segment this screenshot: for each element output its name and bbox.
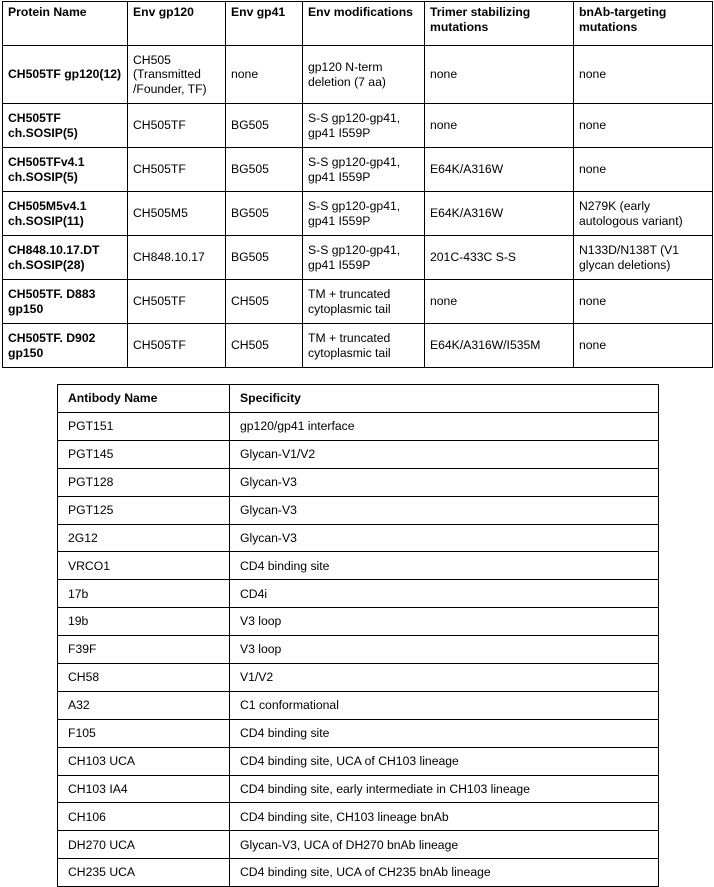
antibody-name-cell: VRCO1: [58, 552, 230, 580]
gp41-cell: CH505: [226, 324, 303, 368]
antibody-name-cell: CH106: [58, 803, 230, 831]
table-row: [58, 831, 659, 859]
antibody-name-cell: CH235 UCA: [58, 859, 230, 887]
specificity-cell: V3 loop: [230, 608, 659, 636]
table-row: [58, 608, 659, 636]
modifications-cell: TM + truncated cytoplasmic tail: [303, 324, 425, 368]
specificity-cell: CD4 binding site: [230, 719, 659, 747]
gp41-cell: none: [226, 46, 303, 104]
specificity-cell: Glycan-V3: [230, 496, 659, 524]
table-row: [3, 104, 713, 148]
modifications-cell: S-S gp120-gp41, gp41 I559P: [303, 236, 425, 280]
table-row: [58, 664, 659, 692]
antibody-name-cell: PGT125: [58, 496, 230, 524]
protein-name-cell: CH505TF. D883 gp150: [3, 280, 128, 324]
antibody-name-cell: CH103 IA4: [58, 775, 230, 803]
gp120-cell: CH505TF: [128, 104, 226, 148]
gp41-cell: BG505: [226, 236, 303, 280]
specificity-cell: Glycan-V3: [230, 524, 659, 552]
antibody-name-cell: 2G12: [58, 524, 230, 552]
protein-name-cell: CH505TF gp120(12): [3, 46, 128, 104]
gp41-cell: CH505: [226, 280, 303, 324]
protein-table: [2, 1, 713, 368]
header-env-gp41: Env gp41: [226, 2, 303, 46]
modifications-cell: gp120 N-term deletion (7 aa): [303, 46, 425, 104]
bnab-cell: none: [574, 46, 713, 104]
antibody-name-cell: 19b: [58, 608, 230, 636]
table-row: [58, 691, 659, 719]
bnab-cell: none: [574, 148, 713, 192]
modifications-cell: S-S gp120-gp41, gp41 I559P: [303, 104, 425, 148]
table-row: [58, 775, 659, 803]
bnab-cell: none: [574, 104, 713, 148]
protein-name-cell: CH505TFv4.1 ch.SOSIP(5): [3, 148, 128, 192]
specificity-cell: CD4 binding site: [230, 552, 659, 580]
trimer-cell: E64K/A316W/I535M: [425, 324, 574, 368]
antibody-name-cell: F39F: [58, 636, 230, 664]
header-bnab-targeting: bnAb-targeting mutations: [574, 2, 713, 46]
header-env-gp120: Env gp120: [128, 2, 226, 46]
gp120-cell: CH505TF: [128, 324, 226, 368]
trimer-cell: E64K/A316W: [425, 148, 574, 192]
specificity-cell: CD4 binding site, UCA of CH103 lineage: [230, 747, 659, 775]
table-row: [58, 413, 659, 441]
table-row: [58, 747, 659, 775]
antibody-name-cell: DH270 UCA: [58, 831, 230, 859]
gp41-cell: BG505: [226, 104, 303, 148]
header-trimer-stabilizing: Trimer stabilizing mutations: [425, 2, 574, 46]
gp120-cell: CH505TF: [128, 148, 226, 192]
modifications-cell: S-S gp120-gp41, gp41 I559P: [303, 148, 425, 192]
antibody-table: [57, 384, 659, 887]
table-row: [58, 636, 659, 664]
gp120-cell: CH505TF: [128, 280, 226, 324]
antibody-name-cell: PGT128: [58, 468, 230, 496]
specificity-cell: CD4i: [230, 580, 659, 608]
protein-name-cell: CH848.10.17.DT ch.SOSIP(28): [3, 236, 128, 280]
gp120-cell: CH505M5: [128, 192, 226, 236]
bnab-cell: none: [574, 324, 713, 368]
table-row: [58, 580, 659, 608]
antibody-name-cell: F105: [58, 719, 230, 747]
trimer-cell: none: [425, 104, 574, 148]
gp120-cell: CH848.10.17: [128, 236, 226, 280]
gp41-cell: BG505: [226, 148, 303, 192]
bnab-cell: N279K (early autologous variant): [574, 192, 713, 236]
specificity-cell: V1/V2: [230, 664, 659, 692]
table-row: [58, 496, 659, 524]
specificity-cell: C1 conformational: [230, 691, 659, 719]
gp120-cell: CH505 (Transmitted /Founder, TF): [128, 46, 226, 104]
table-row: [3, 46, 713, 104]
protein-table-header-row: [3, 2, 713, 46]
trimer-cell: none: [425, 46, 574, 104]
table-row: [58, 859, 659, 887]
modifications-cell: S-S gp120-gp41, gp41 I559P: [303, 192, 425, 236]
antibody-name-cell: CH103 UCA: [58, 747, 230, 775]
table-row: [58, 524, 659, 552]
header-specificity: Specificity: [230, 385, 659, 413]
trimer-cell: E64K/A316W: [425, 192, 574, 236]
gp41-cell: BG505: [226, 192, 303, 236]
antibody-name-cell: PGT145: [58, 440, 230, 468]
specificity-cell: Glycan-V3: [230, 468, 659, 496]
table-row: [3, 148, 713, 192]
header-antibody-name: Antibody Name: [58, 385, 230, 413]
table-row: [58, 468, 659, 496]
table-row: [3, 236, 713, 280]
specificity-cell: Glycan-V3, UCA of DH270 bnAb lineage: [230, 831, 659, 859]
protein-name-cell: CH505TF. D902 gp150: [3, 324, 128, 368]
header-protein-name: Protein Name: [3, 2, 128, 46]
trimer-cell: 201C-433C S-S: [425, 236, 574, 280]
table-row: [3, 280, 713, 324]
table-row: [3, 324, 713, 368]
specificity-cell: Glycan-V1/V2: [230, 440, 659, 468]
antibody-name-cell: PGT151: [58, 413, 230, 441]
modifications-cell: TM + truncated cytoplasmic tail: [303, 280, 425, 324]
specificity-cell: CD4 binding site, UCA of CH235 bnAb lineage: [230, 859, 659, 887]
table-row: [58, 719, 659, 747]
table-row: [58, 803, 659, 831]
table-row: [58, 552, 659, 580]
antibody-table-header-row: [58, 385, 659, 413]
specificity-cell: V3 loop: [230, 636, 659, 664]
table-row: [58, 440, 659, 468]
antibody-name-cell: A32: [58, 691, 230, 719]
specificity-cell: gp120/gp41 interface: [230, 413, 659, 441]
protein-name-cell: CH505TF ch.SOSIP(5): [3, 104, 128, 148]
trimer-cell: none: [425, 280, 574, 324]
specificity-cell: CD4 binding site, CH103 lineage bnAb: [230, 803, 659, 831]
bnab-cell: N133D/N138T (V1 glycan deletions): [574, 236, 713, 280]
bnab-cell: none: [574, 280, 713, 324]
antibody-name-cell: 17b: [58, 580, 230, 608]
antibody-name-cell: CH58: [58, 664, 230, 692]
table-row: [3, 192, 713, 236]
header-env-modifications: Env modifications: [303, 2, 425, 46]
specificity-cell: CD4 binding site, early intermediate in CH103 lineage: [230, 775, 659, 803]
protein-name-cell: CH505M5v4.1 ch.SOSIP(11): [3, 192, 128, 236]
